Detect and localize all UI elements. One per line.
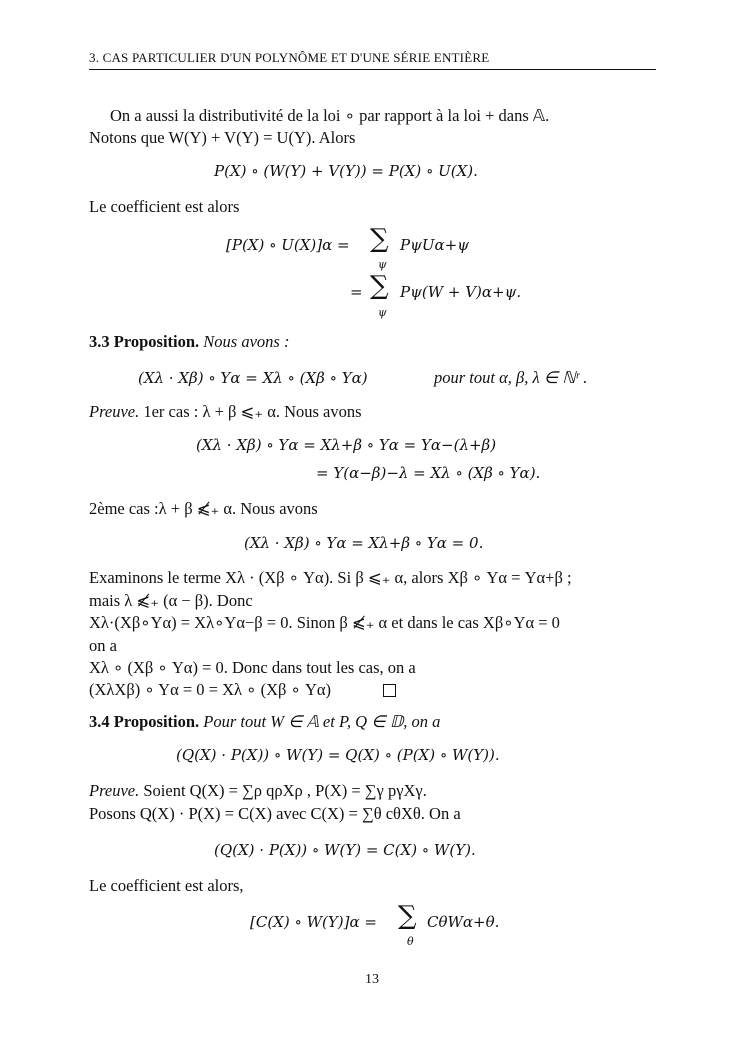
summation-index: ψ <box>378 306 387 319</box>
text-all-cases: Xλ ∘ (Xβ ∘ Yα) = 0. Donc dans tout les cas, on a <box>89 658 416 677</box>
qed-square-icon <box>383 684 396 697</box>
page-number: 13 <box>365 972 379 987</box>
equation-final-lhs: [C(X) ∘ W(Y)]α = <box>250 913 377 931</box>
proposition-3-4-label: 3.4 Proposition. <box>89 712 200 731</box>
summation-symbol: ∑ <box>370 224 389 254</box>
proof-label: Preuve. <box>89 781 140 800</box>
equation-case1-line1: (Xλ · Xβ) ∘ Yα = Xλ+β ∘ Yα = Yα−(λ+β) <box>196 436 497 454</box>
equation-case1-line2: = Y(α−β)−λ = Xλ ∘ (Xβ ∘ Yα). <box>316 464 541 482</box>
text-examine-term: Examinons le terme Xλ · (Xβ ∘ Yα). Si β ⩽₊ α, alors Xβ ∘ Yα = Yα+β ; <box>89 568 572 587</box>
proof-3-4-text: Soient Q(X) = ∑ρ qρXρ , P(X) = ∑γ pγXγ. <box>143 781 427 800</box>
proof-3-3 <box>89 402 362 422</box>
paragraph-distributivity-line2: Notons que W(Y) + V(Y) = U(Y). Alors <box>89 128 356 147</box>
equation-coefficient-rhs: PψUα+ψ <box>400 236 469 254</box>
proposition-3-3 <box>89 332 289 352</box>
equation-case2: (Xλ · Xβ) ∘ Yα = Xλ+β ∘ Yα = 0. <box>244 534 484 552</box>
proposition-3-3-text: Nous avons : <box>203 332 290 351</box>
equation-product: (Q(X) · P(X)) ∘ W(Y) = C(X) ∘ W(Y). <box>214 841 476 859</box>
equation-proposition-3-3-condition: pour tout α, β, λ ∈ ℕʳ . <box>434 368 588 387</box>
equation-final-rhs: CθWα+θ. <box>427 913 500 931</box>
equation-coefficient-lhs: [P(X) ∘ U(X)]α = <box>226 236 350 254</box>
equation-proposition-3-4: (Q(X) · P(X)) ∘ W(Y) = Q(X) ∘ (P(X) ∘ W(Y)). <box>176 746 500 764</box>
proposition-3-4-text: Pour tout W ∈ 𝔸 et P, Q ∈ 𝔻, on a <box>203 712 441 731</box>
equation-distributivity: P(X) ∘ (W(Y) + V(Y)) = P(X) ∘ U(X). <box>214 162 478 180</box>
text-posons: Posons Q(X) · P(X) = C(X) avec C(X) = ∑θ cθXθ. On a <box>89 804 461 823</box>
text-coefficient-intro-2: Le coefficient est alors, <box>89 876 244 895</box>
text-coefficient-intro: Le coefficient est alors <box>89 197 240 216</box>
equation-coefficient2-rhs: Pψ(W + V)α+ψ. <box>400 283 522 301</box>
summation-index: θ <box>407 935 414 948</box>
summation-symbol: ∑ <box>370 271 389 301</box>
proposition-3-4 <box>89 712 440 732</box>
proof-first-case: 1er cas : λ + β ⩽₊ α. Nous avons <box>143 402 362 421</box>
proof-3-4 <box>89 781 427 801</box>
equation-coefficient2-eq: = <box>350 283 363 301</box>
proposition-3-3-label: 3.3 Proposition. <box>89 332 200 351</box>
text-sinon: Xλ·(Xβ∘Yα) = Xλ∘Yα−β = 0. Sinon β ⩽̸₊ α et dans le cas Xβ∘Yα = 0 <box>89 613 560 632</box>
proof-label: Preuve. <box>89 402 140 421</box>
summation-index: ψ <box>378 258 387 271</box>
paragraph-distributivity-line1: On a aussi la distributivité de la loi ∘ par rapport à la loi + dans 𝔸. <box>110 106 550 125</box>
summation-symbol: ∑ <box>398 901 417 931</box>
equation-proposition-3-3: (Xλ · Xβ) ∘ Yα = Xλ ∘ (Xβ ∘ Yα) <box>138 369 368 387</box>
text-mais: mais λ ⩽̸₊ (α − β). Donc <box>89 591 253 610</box>
running-header: 3. CAS PARTICULIER D'UN POLYNÔME ET D'UNE SÉRIE ENTIÈRE <box>89 50 656 70</box>
text-conclusion: (XλXβ) ∘ Yα = 0 = Xλ ∘ (Xβ ∘ Yα) <box>89 680 332 699</box>
text-on-a: on a <box>89 636 117 655</box>
text-second-case: 2ème cas :λ + β ⩽̸₊ α. Nous avons <box>89 499 318 518</box>
